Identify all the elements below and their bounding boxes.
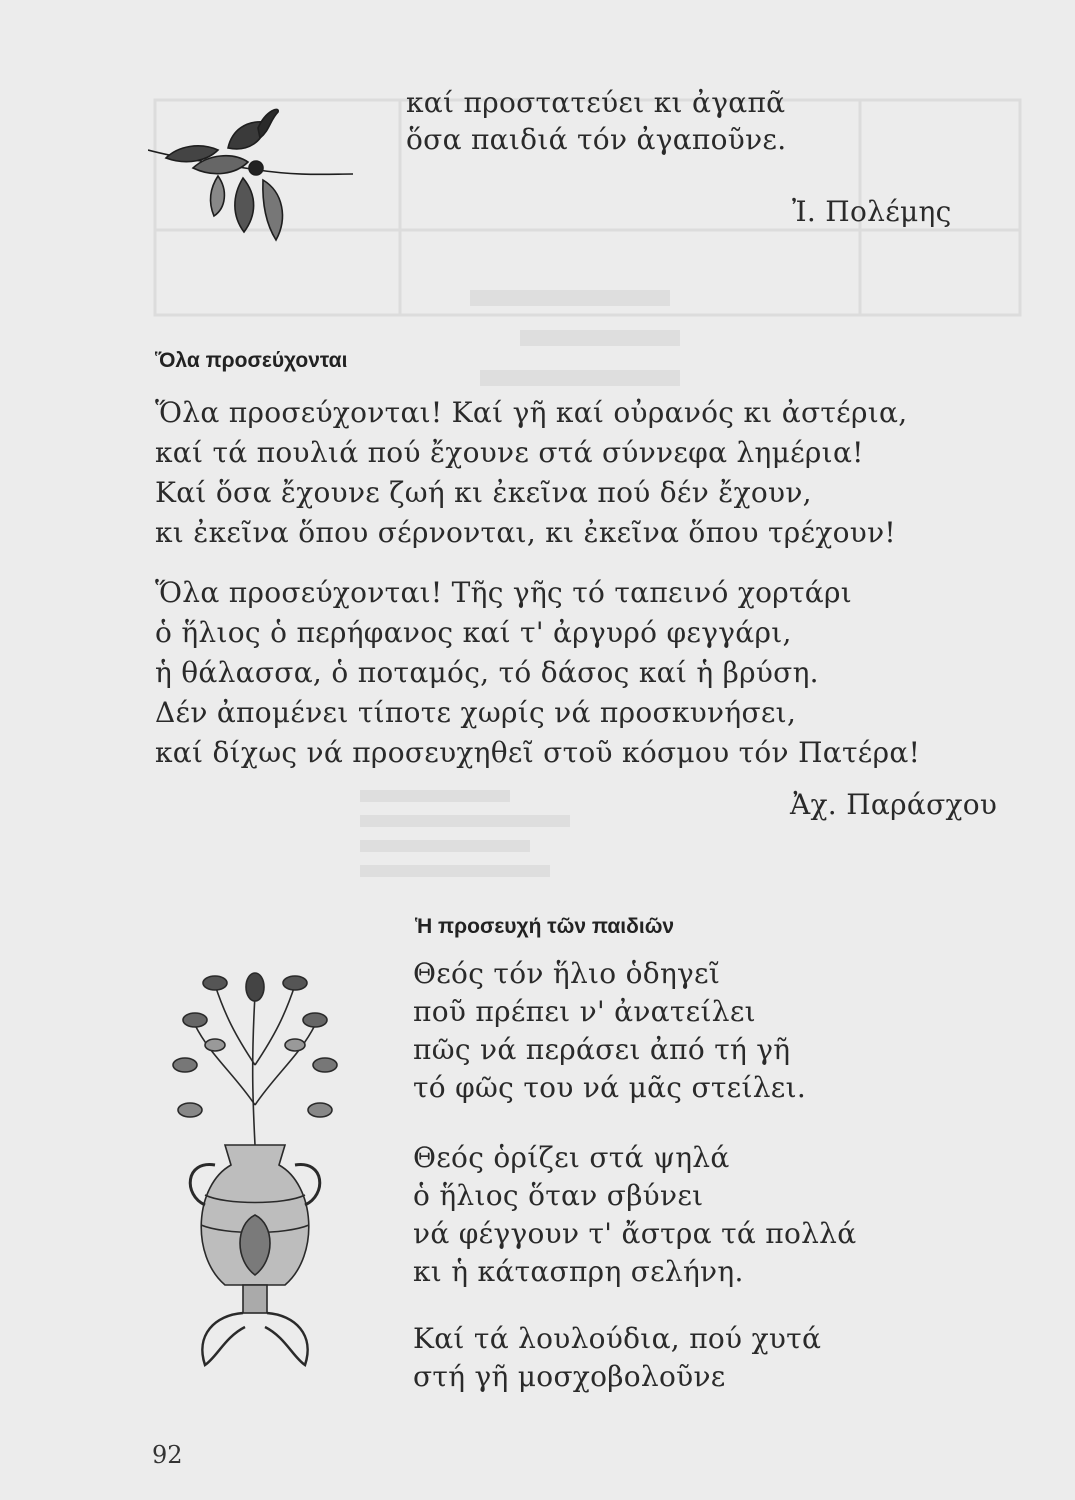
poem2-stanza-3	[413, 1320, 821, 1396]
poem-line: νά φέγγουν τ' ἄστρα τά πολλά	[413, 1217, 857, 1250]
poem2-title: Ἡ προσευχή τῶν παιδιῶν	[415, 915, 675, 938]
poem1-stanza-2	[155, 573, 920, 773]
poem-line: καί τά πουλιά πού ἔχουνε στά σύννεφα λημέρια!	[155, 436, 864, 469]
poem-line: ποῦ πρέπει ν' ἀνατείλει	[413, 995, 756, 1028]
poem-line: Ὅλα προσεύχονται! Τῆς γῆς τό ταπεινό χορτάρι	[155, 576, 853, 609]
poem-line: καί προστατεύει κι ἀγαπᾶ	[406, 86, 786, 119]
poem-line: καί δίχως νά προσευχηθεῖ στοῦ κόσμου τόν Πατέρα!	[155, 736, 921, 769]
flower-vase-icon	[155, 965, 355, 1385]
floral-ornament-icon	[148, 108, 358, 248]
poem1-title: Ὅλα προσεύχονται	[155, 349, 348, 372]
top-poem-lines	[406, 84, 786, 158]
poem-line: Θεός ὁρίζει στά ψηλά	[413, 1141, 730, 1174]
poem2-stanza-2	[413, 1139, 856, 1291]
poem-line: ὅσα παιδιά τόν ἀγαποῦνε.	[406, 123, 787, 156]
top-poem-author: Ἰ. Πολέμης	[792, 195, 952, 228]
poem-line: ὁ ἥλιος ὁ περήφανος καί τ' ἀργυρό φεγγάρι,	[155, 616, 792, 649]
poem-line: πῶς νά περάσει ἀπό τή γῆ	[413, 1033, 791, 1066]
poem1-author: Ἀχ. Παράσχου	[790, 788, 998, 821]
poem-line: Ὅλα προσεύχονται! Καί γῆ καί οὐρανός κι ἀστέρια,	[155, 396, 908, 429]
poem2-stanza-1	[413, 955, 806, 1107]
poem-line: στή γῆ μοσχοβολοῦνε	[413, 1360, 726, 1393]
poem-line: τό φῶς του νά μᾶς στείλει.	[413, 1071, 807, 1104]
page-number: 92	[152, 1441, 183, 1469]
poem-line: ἡ θάλασσα, ὁ ποταμός, τό δάσος καί ἡ βρύση.	[155, 656, 819, 689]
poem-line: Δέν ἀπομένει τίποτε χωρίς νά προσκυνήσει,	[155, 696, 797, 729]
poem-line: κι ἡ κάτασπρη σελήνη.	[413, 1255, 744, 1288]
poem-line: Καί τά λουλούδια, πού χυτά	[413, 1322, 822, 1355]
poem-line: Καί ὅσα ἔχουνε ζωή κι ἐκεῖνα πού δέν ἔχουν,	[155, 476, 812, 509]
poem1-stanza-1	[155, 393, 907, 553]
poem-line: Θεός τόν ἥλιο ὁδηγεῖ	[413, 957, 721, 990]
poem-line: κι ἐκεῖνα ὅπου σέρνονται, κι ἐκεῖνα ὅπου τρέχουν!	[155, 516, 896, 549]
poem-line: ὁ ἥλιος ὅταν σβύνει	[413, 1179, 704, 1212]
